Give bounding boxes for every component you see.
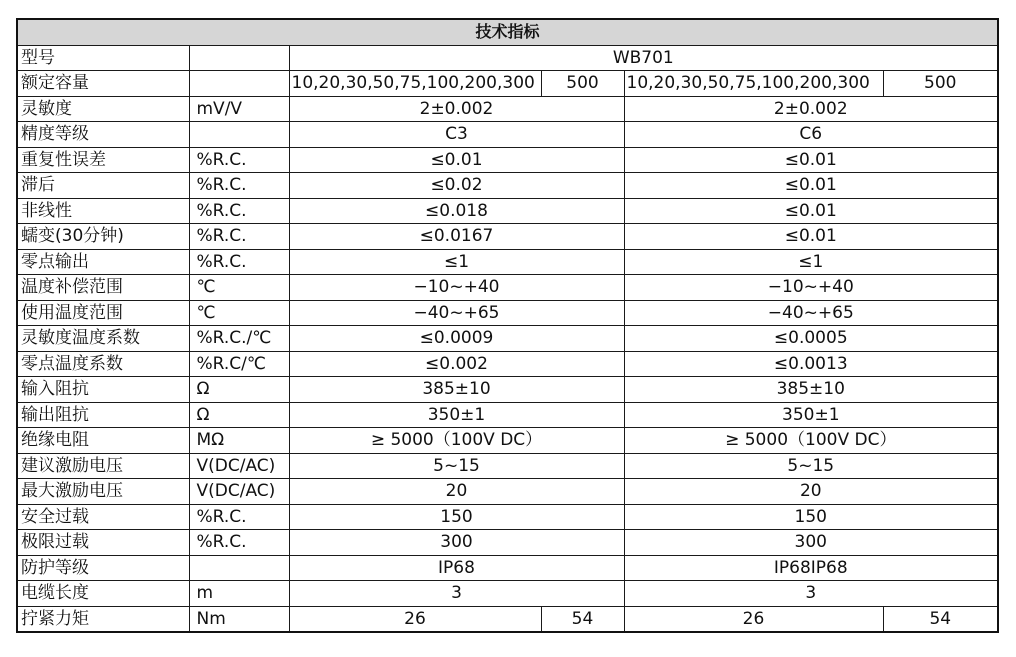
spec-name: 灵敏度 (17, 96, 189, 122)
spec-value-c3: −40~+65 (289, 300, 624, 326)
spec-value-c6: −40~+65 (624, 300, 998, 326)
spec-unit: ℃ (189, 275, 289, 301)
spec-unit: %R.C. (189, 198, 289, 224)
spec-name: 使用温度范围 (17, 300, 189, 326)
spec-unit: %R.C./℃ (189, 326, 289, 352)
spec-unit: V(DC/AC) (189, 479, 289, 505)
spec-value-c6: ≤1 (624, 249, 998, 275)
capacity-unit-empty (189, 71, 289, 97)
spec-unit: %R.C. (189, 173, 289, 199)
table-row (17, 377, 998, 403)
spec-value-c6: ≤0.0005 (624, 326, 998, 352)
spec-value-c3: 350±1 (289, 402, 624, 428)
spec-name: 零点温度系数 (17, 351, 189, 377)
table-row (17, 300, 998, 326)
table-row (17, 479, 998, 505)
spec-value-c6: 2±0.002 (624, 96, 998, 122)
spec-table (16, 18, 999, 633)
spec-value-c3: ≤0.01 (289, 147, 624, 173)
spec-unit: mV/V (189, 96, 289, 122)
spec-unit: MΩ (189, 428, 289, 454)
spec-value-c3: 385±10 (289, 377, 624, 403)
spec-name: 零点输出 (17, 249, 189, 275)
table-row (17, 96, 998, 122)
torque-row (17, 606, 998, 632)
table-row (17, 147, 998, 173)
spec-unit (189, 555, 289, 581)
model-unit-empty (189, 45, 289, 71)
spec-name: 灵敏度温度系数 (17, 326, 189, 352)
spec-value-c6: IP68IP68 (624, 555, 998, 581)
model-row (17, 45, 998, 71)
spec-value-c3: ≤0.0009 (289, 326, 624, 352)
table-row (17, 224, 998, 250)
capacity-c6-500: 500 (883, 71, 998, 97)
table-title: 技术指标 (17, 19, 998, 45)
spec-value-c6: ≤0.0013 (624, 351, 998, 377)
spec-unit: ℃ (189, 300, 289, 326)
torque-unit: Nm (189, 606, 289, 632)
spec-name: 建议激励电压 (17, 453, 189, 479)
spec-name: 输出阻抗 (17, 402, 189, 428)
spec-value-c6: 150 (624, 504, 998, 530)
table-row (17, 504, 998, 530)
spec-value-c6: C6 (624, 122, 998, 148)
spec-value-c3: C3 (289, 122, 624, 148)
spec-unit: %R.C. (189, 530, 289, 556)
table-row (17, 530, 998, 556)
spec-name: 温度补偿范围 (17, 275, 189, 301)
table-row (17, 581, 998, 607)
capacity-c6-range: 10,20,30,50,75,100,200,300 (624, 71, 883, 97)
capacity-label: 额定容量 (17, 71, 189, 97)
spec-value-c6: ≥ 5000（100V DC） (624, 428, 998, 454)
table-row (17, 275, 998, 301)
table-row (17, 351, 998, 377)
spec-unit: Ω (189, 402, 289, 428)
spec-value-c6: 5~15 (624, 453, 998, 479)
spec-name: 蠕变(30分钟) (17, 224, 189, 250)
spec-unit: Ω (189, 377, 289, 403)
spec-name: 绝缘电阻 (17, 428, 189, 454)
spec-value-c6: 385±10 (624, 377, 998, 403)
spec-name: 安全过载 (17, 504, 189, 530)
table-row (17, 173, 998, 199)
table-row (17, 122, 998, 148)
capacity-row (17, 71, 998, 97)
spec-value-c6: 3 (624, 581, 998, 607)
spec-value-c3: 5~15 (289, 453, 624, 479)
torque-c3-500: 54 (541, 606, 624, 632)
spec-unit: %R.C. (189, 249, 289, 275)
spec-name: 重复性误差 (17, 147, 189, 173)
spec-name: 滞后 (17, 173, 189, 199)
table-row (17, 402, 998, 428)
spec-value-c6: 20 (624, 479, 998, 505)
spec-name: 输入阻抗 (17, 377, 189, 403)
torque-c6-500: 54 (883, 606, 998, 632)
spec-value-c6: ≤0.01 (624, 147, 998, 173)
spec-value-c3: ≥ 5000（100V DC） (289, 428, 624, 454)
table-row (17, 326, 998, 352)
spec-name: 非线性 (17, 198, 189, 224)
torque-c3-range: 26 (289, 606, 541, 632)
table-row (17, 428, 998, 454)
model-value: WB701 (289, 45, 998, 71)
torque-label: 拧紧力矩 (17, 606, 189, 632)
spec-unit: V(DC/AC) (189, 453, 289, 479)
spec-value-c3: ≤0.0167 (289, 224, 624, 250)
spec-unit: %R.C. (189, 504, 289, 530)
torque-c6-range: 26 (624, 606, 883, 632)
spec-name: 电缆长度 (17, 581, 189, 607)
spec-name: 精度等级 (17, 122, 189, 148)
spec-name: 最大激励电压 (17, 479, 189, 505)
spec-value-c3: −10~+40 (289, 275, 624, 301)
spec-value-c3: ≤0.002 (289, 351, 624, 377)
spec-unit: %R.C. (189, 147, 289, 173)
table-row (17, 453, 998, 479)
spec-name: 防护等级 (17, 555, 189, 581)
spec-value-c6: ≤0.01 (624, 198, 998, 224)
spec-value-c6: 300 (624, 530, 998, 556)
spec-value-c3: ≤0.018 (289, 198, 624, 224)
spec-unit (189, 122, 289, 148)
spec-value-c3: 300 (289, 530, 624, 556)
spec-unit: %R.C. (189, 224, 289, 250)
title-row (17, 19, 998, 45)
table-row (17, 555, 998, 581)
spec-value-c3: ≤1 (289, 249, 624, 275)
capacity-c3-500: 500 (541, 71, 624, 97)
spec-unit: %R.C/℃ (189, 351, 289, 377)
spec-value-c6: ≤0.01 (624, 173, 998, 199)
spec-value-c3: 20 (289, 479, 624, 505)
spec-value-c3: 3 (289, 581, 624, 607)
spec-value-c6: ≤0.01 (624, 224, 998, 250)
spec-name: 极限过载 (17, 530, 189, 556)
table-row (17, 198, 998, 224)
spec-value-c3: ≤0.02 (289, 173, 624, 199)
model-label: 型号 (17, 45, 189, 71)
spec-value-c3: IP68 (289, 555, 624, 581)
spec-unit: m (189, 581, 289, 607)
table-row (17, 249, 998, 275)
capacity-c3-range: 10,20,30,50,75,100,200,300 (289, 71, 541, 97)
spec-value-c3: 150 (289, 504, 624, 530)
spec-value-c6: 350±1 (624, 402, 998, 428)
spec-value-c3: 2±0.002 (289, 96, 624, 122)
spec-value-c6: −10~+40 (624, 275, 998, 301)
